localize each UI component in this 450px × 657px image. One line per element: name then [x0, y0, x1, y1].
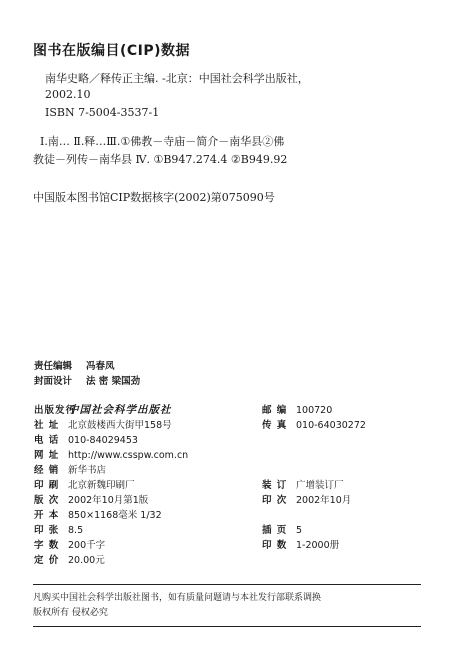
cip-line-3: ISBN 7-5004-3537-1 — [45, 106, 160, 119]
pub-value: 2002年10月 — [296, 495, 352, 506]
pub-value: 北京新魏印刷厂 — [68, 480, 135, 491]
pub-value: 850×1168毫米 1/32 — [68, 510, 162, 521]
pub-label: 装 订 — [262, 480, 288, 491]
pub-label: 字 数 — [34, 540, 60, 551]
cip-line-5: 教徒－列传－南华县 Ⅳ. ①B947.274.4 ②B949.92 — [33, 153, 288, 166]
pub-value: 010-64030272 — [296, 420, 366, 431]
pub-row — [34, 553, 424, 568]
footer-copyright: 版权所有 侵权必究 — [33, 608, 108, 618]
pub-label: 版 次 — [34, 495, 60, 506]
pub-row — [34, 403, 424, 418]
credit-editor-label: 责任编辑 — [34, 361, 73, 372]
pub-label: 电 话 — [34, 435, 60, 446]
cip-line-4: Ⅰ.南… Ⅱ.释…Ⅲ.①佛教－寺庙－简介－南华县②佛 — [40, 135, 285, 148]
pub-row — [34, 523, 424, 538]
pub-row — [34, 463, 424, 478]
pub-label: 印 次 — [262, 495, 288, 506]
credit-cover — [34, 374, 140, 389]
credit-editor-name: 冯春凤 — [86, 361, 115, 372]
footer-notice — [33, 591, 321, 621]
cip-line-2: 2002.10 — [45, 88, 91, 101]
publisher-name: 中国社会科学出版社 — [68, 404, 172, 416]
pub-website: http://www.csspw.com.cn — [68, 450, 189, 461]
pub-label: 印 数 — [262, 540, 288, 551]
cip-line-1: 南华史略／释传正主编. -北京：中国社会科学出版社， — [45, 72, 309, 85]
divider-bottom — [33, 626, 421, 627]
pub-value: 200千字 — [68, 540, 106, 551]
pub-value: 广增装订厂 — [296, 480, 344, 491]
pub-row — [34, 478, 424, 493]
cip-verification-note: 中国版本图书馆CIP数据核字(2002)第075090号 — [33, 191, 275, 204]
pub-value: 1-2000册 — [296, 540, 340, 551]
divider-top — [33, 584, 421, 585]
pub-label: 传 真 — [262, 420, 288, 431]
pub-label: 出版发行 — [34, 405, 77, 416]
pub-value: 新华书店 — [68, 465, 107, 476]
pub-value: 5 — [296, 525, 303, 536]
pub-price: 20.00元 — [68, 555, 105, 566]
pub-value: 100720 — [296, 405, 333, 416]
credits-block — [34, 359, 140, 389]
pub-label: 印 刷 — [34, 480, 60, 491]
pub-value: 010-84029453 — [68, 435, 138, 446]
credit-editor — [34, 359, 140, 374]
pub-row — [34, 448, 424, 463]
credit-cover-name: 法 密 梁国劲 — [86, 376, 141, 387]
credit-cover-label: 封面设计 — [34, 376, 73, 387]
pub-value: 2002年10月第1版 — [68, 495, 149, 506]
pub-row — [34, 493, 424, 508]
pub-label: 社 址 — [34, 420, 60, 431]
pub-label: 定 价 — [34, 555, 60, 566]
pub-label: 网 址 — [34, 450, 60, 461]
pub-label: 开 本 — [34, 510, 60, 521]
pub-value: 8.5 — [68, 525, 84, 536]
pub-row — [34, 538, 424, 553]
pub-label: 邮 编 — [262, 405, 288, 416]
pub-row — [34, 433, 424, 448]
footer-quality-notice: 凡购买中国社会科学出版社图书，如有质量问题请与本社发行部联系调换 — [33, 593, 322, 603]
pub-label: 经 销 — [34, 465, 60, 476]
pub-label: 插 页 — [262, 525, 288, 536]
pub-row — [34, 418, 424, 433]
cip-title: 图书在版编目(CIP)数据 — [33, 43, 191, 59]
pub-value: 北京鼓楼西大街甲158号 — [68, 420, 172, 431]
pub-row — [34, 508, 424, 523]
pub-label: 印 张 — [34, 525, 60, 536]
